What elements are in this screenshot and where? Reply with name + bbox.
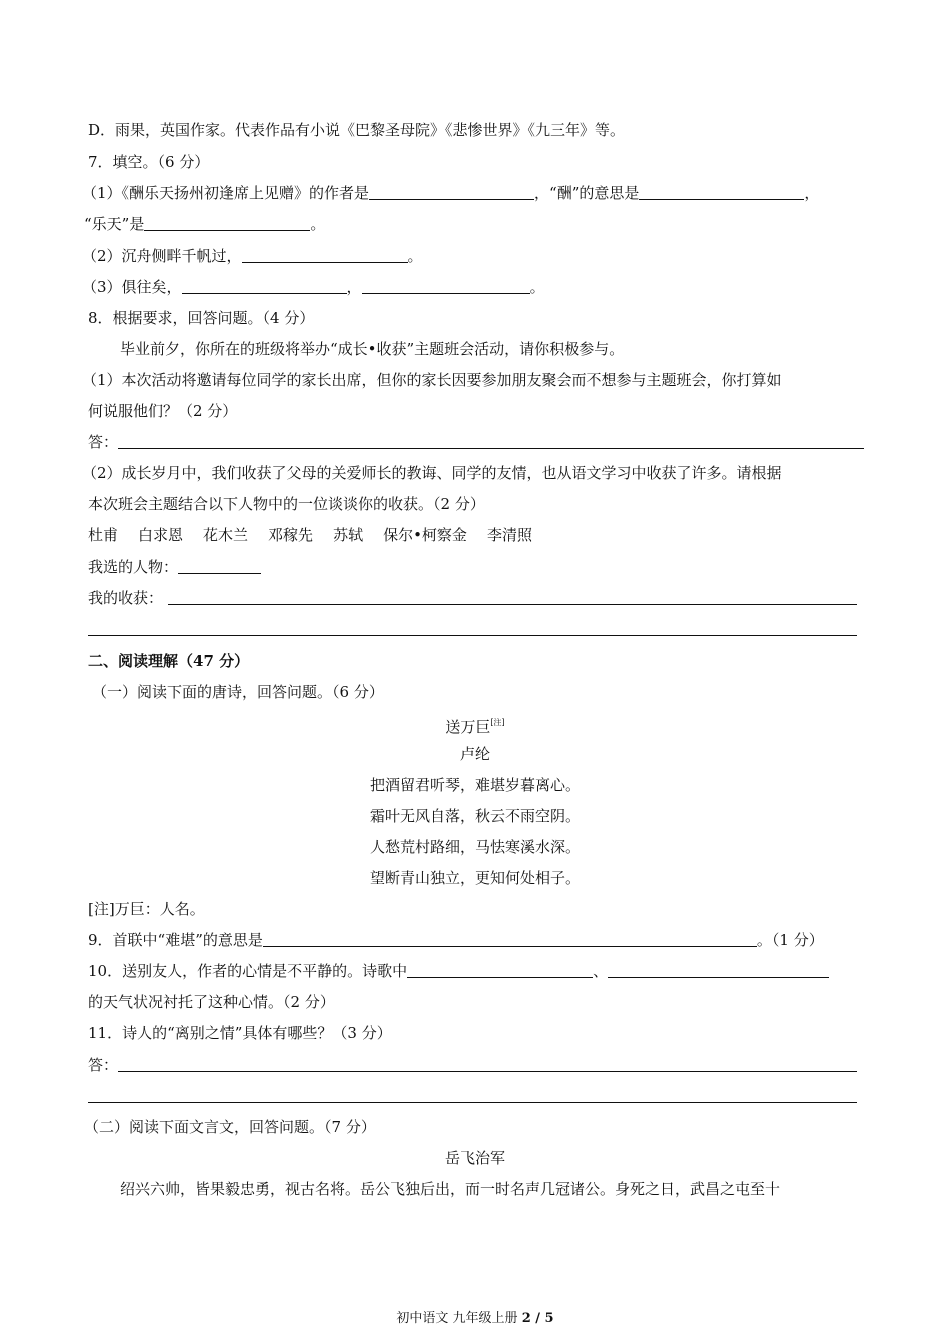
- blank[interactable]: [263, 931, 757, 947]
- harvest-label: 我的收获：: [88, 589, 164, 607]
- q7-2-text: 。: [407, 247, 423, 265]
- q8-title: 8．根据要求，回答问题。（4 分）: [88, 309, 315, 327]
- answer-line[interactable]: [88, 1102, 857, 1103]
- part1-heading: （一）阅读下面的唐诗，回答问题。（6 分）: [92, 683, 384, 701]
- note-mark: [注]: [490, 718, 505, 727]
- answer-line[interactable]: [118, 1071, 857, 1072]
- q10-text: 10．送别友人，作者的心情是不平静的。诗歌中: [88, 962, 408, 980]
- blank[interactable]: [608, 962, 829, 978]
- person-name: 苏轼: [333, 526, 364, 544]
- poem-title-text: 送万巨: [445, 718, 491, 736]
- prose-title: 岳飞治军: [444, 1149, 505, 1167]
- chosen-person: [88, 557, 261, 577]
- answer-label: 答：: [88, 433, 119, 451]
- person-name: 保尔•柯察金: [383, 526, 467, 544]
- q8-intro: 毕业前夕，你所在的班级将举办“成长•收获”主题班会活动，请你积极参与。: [120, 340, 625, 358]
- blank[interactable]: [178, 558, 261, 574]
- q7-3: [82, 277, 545, 297]
- q10: [88, 961, 829, 981]
- q9-text: 9．首联中“难堪”的意思是: [88, 931, 263, 949]
- blank[interactable]: [407, 962, 593, 978]
- person-name: 白求恩: [138, 526, 184, 544]
- person-list: [88, 525, 552, 545]
- part2-heading: （二）阅读下面文言文，回答问题。（7 分）: [84, 1118, 376, 1136]
- answer-line[interactable]: [88, 635, 857, 636]
- poem-title: [0, 713, 950, 737]
- q7-1-text: （1）《酬乐天扬州初逢席上见赠》的作者是: [82, 184, 370, 202]
- footer-text: 初中语文 九年级上册: [396, 1311, 522, 1326]
- q7-1: [82, 183, 819, 203]
- q7-1-text: “乐天”是: [84, 215, 145, 233]
- option-d: D．雨果，英国作家。代表作品有小说《巴黎圣母院》《悲惨世界》《九三年》等。: [88, 121, 626, 139]
- q8-1-line2: 何说服他们？（2 分）: [88, 402, 238, 420]
- blank[interactable]: [242, 247, 408, 263]
- poem-line: 人愁荒村路细，马怯寒溪水深。: [369, 838, 580, 856]
- blank[interactable]: [144, 215, 310, 231]
- q8-1-line1: （1）本次活动将邀请每位同学的家长出席，但你的家长因要参加朋友聚会而不想参与主题班会，你打算如: [82, 371, 782, 389]
- prose-line: 绍兴六帅，皆果毅忠勇，视古名将。岳公飞独后出，而一时名声几冠诸公。身死之日，武昌之屯至十: [120, 1180, 781, 1198]
- q10-text: 、: [593, 962, 609, 980]
- answer-line[interactable]: [118, 448, 864, 449]
- blank[interactable]: [182, 278, 347, 294]
- poem-line: 望断青山独立，更知何处相子。: [369, 869, 580, 887]
- q8-2-line1: （2）成长岁月中，我们收获了父母的关爱师长的教诲、同学的友情，也从语文学习中收获了许多。请根据: [82, 464, 782, 482]
- page-footer: [0, 1307, 950, 1326]
- section-heading: 二、阅读理解（47 分）: [88, 652, 250, 670]
- answer-label: 答：: [88, 1056, 119, 1074]
- q9: [88, 930, 824, 950]
- q9-text: 。（1 分）: [756, 931, 824, 949]
- person-name: 李清照: [486, 526, 532, 544]
- q7-2: [82, 246, 423, 266]
- poem-line: 把酒留君听琴，难堪岁暮离心。: [369, 776, 580, 794]
- poem-author: 卢纶: [459, 745, 490, 763]
- q7-1-text: ，“酬”的意思是: [534, 184, 640, 202]
- q11: 11．诗人的“离别之情”具体有哪些？（3 分）: [88, 1024, 392, 1042]
- blank[interactable]: [362, 278, 530, 294]
- q7-3-text: （3）俱往矣，: [82, 278, 182, 296]
- person-name: 杜甫: [88, 526, 119, 544]
- page-number: 2 / 5: [521, 1311, 554, 1326]
- poem-line: 霜叶无风自落，秋云不雨空阴。: [369, 807, 580, 825]
- q10-cont: 的天气状况衬托了这种心情。（2 分）: [88, 993, 335, 1011]
- chosen-label: 我选的人物：: [88, 558, 179, 576]
- person-name: 邓稼先: [268, 526, 314, 544]
- poem-note: [注]万巨：人名。: [88, 900, 205, 918]
- blank[interactable]: [639, 184, 804, 200]
- q7-title: 7．填空。（6 分）: [88, 153, 210, 171]
- q7-1-text: ，: [804, 184, 820, 202]
- q8-2-line2: 本次班会主题结合以下人物中的一位谈谈你的收获。（2 分）: [88, 495, 485, 513]
- q7-3-text: ，: [346, 278, 362, 296]
- q7-1-text: 。: [310, 215, 326, 233]
- q7-3-text: 。: [529, 278, 545, 296]
- answer-line[interactable]: [168, 604, 857, 605]
- q7-2-text: （2）沉舟侧畔千帆过，: [82, 247, 242, 265]
- q7-1-cont: [84, 214, 325, 234]
- person-name: 花木兰: [203, 526, 249, 544]
- blank[interactable]: [369, 184, 534, 200]
